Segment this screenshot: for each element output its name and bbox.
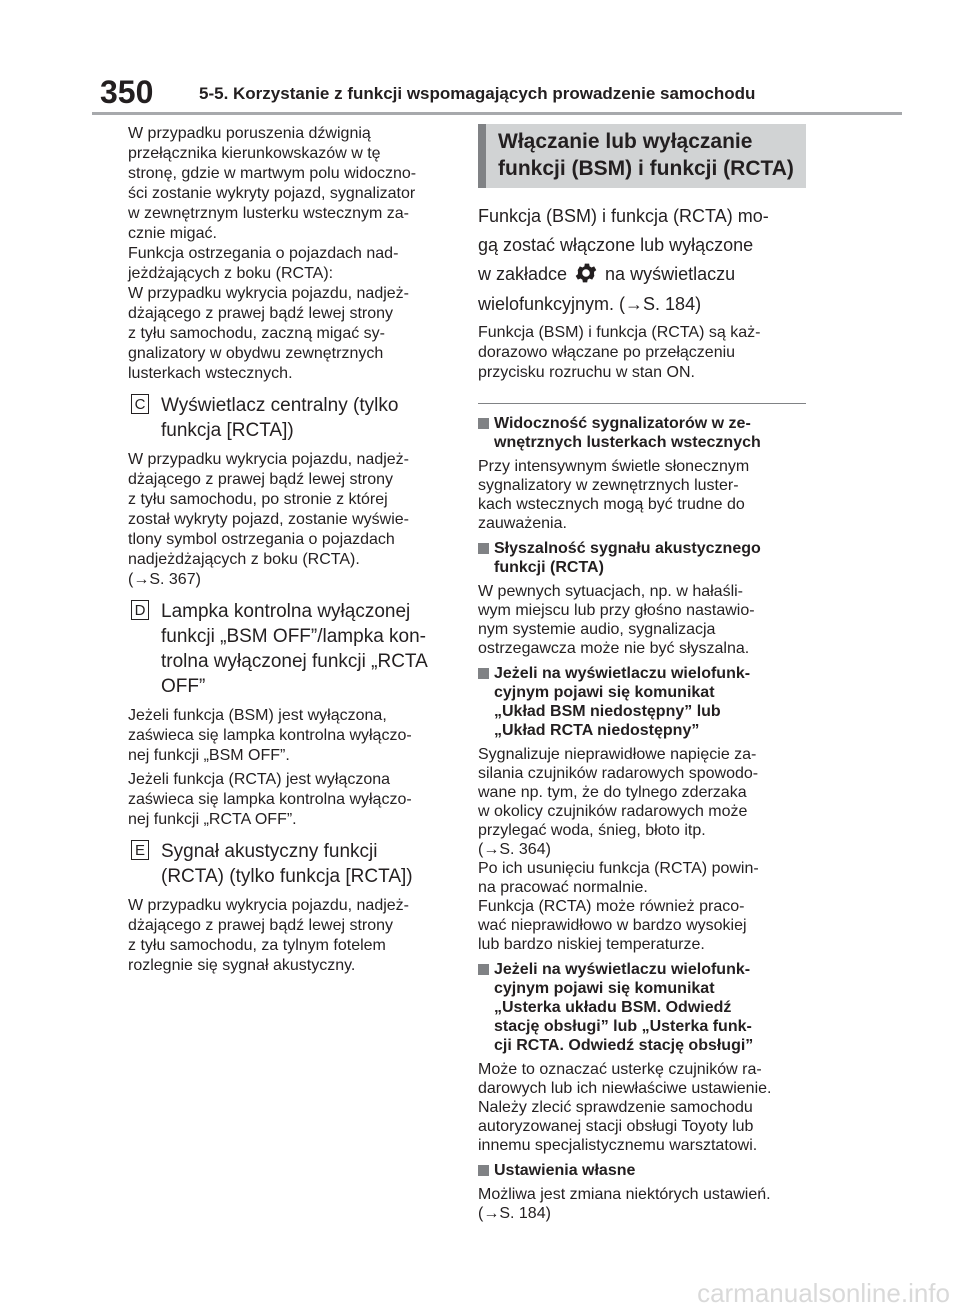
left-column xyxy=(128,124,450,976)
note-heading-line: wnętrznych lusterkach wstecznych xyxy=(494,434,761,452)
paragraph-d xyxy=(128,706,450,830)
note-visibility xyxy=(478,414,806,533)
note-heading xyxy=(478,664,806,740)
text-line: jeżdżających z boku (RCTA): xyxy=(128,265,334,282)
subheading-line: funkcji „BSM OFF”/lampka kon- xyxy=(161,626,426,647)
text-line: W pewnych sytuacjach, np. w hałaśli- xyxy=(478,583,743,601)
page-reference: (→S. 364) xyxy=(478,841,551,859)
text-line: W przypadku wykrycia pojazdu, nadjeż- xyxy=(128,285,410,302)
text-line: tlony symbol ostrzegania o pojazdach xyxy=(128,531,395,548)
text-line: rozlegnie się sygnał akustyczny. xyxy=(128,957,356,974)
paragraph-turn-signal xyxy=(128,124,450,384)
band-line: Włączanie lub wyłączanie xyxy=(498,130,753,153)
text-line: w okolicy czujników radarowych może xyxy=(478,803,748,821)
note-heading-line: cji RCTA. Odwiedź stację obsługi” xyxy=(494,1037,754,1055)
text-line: kach wstecznych mogą być trudne do xyxy=(478,496,745,514)
watermark: carmanualsonline.info xyxy=(697,1278,950,1308)
subheading-line: (RCTA) (tylko funkcja [RCTA]) xyxy=(161,866,413,887)
note-heading-line: Ustawienia własne xyxy=(494,1162,636,1180)
subheading-line: Sygnał akustyczny funkcji xyxy=(161,841,378,862)
intro-line xyxy=(478,260,806,290)
text-line: ści zostanie wykryty pojazd, sygnalizator xyxy=(128,185,416,202)
note-heading-line: Widoczność sygnalizatorów w ze- xyxy=(494,415,751,433)
intro-paragraph xyxy=(478,202,806,319)
text-line: nym systemie audio, sygnalizacja xyxy=(478,621,716,639)
text-line: nadjeżdżających z boku (RCTA). xyxy=(128,551,360,568)
text-line: nej funkcji „BSM OFF”. xyxy=(128,747,290,764)
note-malfunction xyxy=(478,960,806,1155)
note-body xyxy=(478,1185,806,1223)
section-heading-band xyxy=(478,124,806,188)
text-line: zaświeca się lampka kontrolna wyłączo- xyxy=(128,791,412,808)
note-body xyxy=(478,1060,806,1155)
right-column xyxy=(478,124,806,1223)
text-line: wym miejscu lub przy głośno nastawio- xyxy=(478,602,755,620)
text-line: dżającego z prawej bądź lewej strony xyxy=(128,305,394,322)
text-line: został wykryty pojazd, zostanie wyświe- xyxy=(128,511,409,528)
square-bullet-icon xyxy=(478,1165,489,1176)
page-reference: (→S. 367) xyxy=(128,571,201,588)
intro-text: na wyświetlaczu xyxy=(605,264,736,284)
text-line: cznie migać. xyxy=(128,225,217,242)
text-line: Jeżeli funkcja (BSM) jest wyłączona, xyxy=(128,707,387,724)
text-line: przycisku rozruchu w stan ON. xyxy=(478,364,695,382)
subheading-line: funkcja [RCTA]) xyxy=(161,420,294,441)
text-line: dżającego z prawej bądź lewej strony xyxy=(128,917,394,934)
text-line: dorazowo włączane po przełączeniu xyxy=(478,344,736,362)
note-body xyxy=(478,457,806,533)
text-line: Przy intensywnym świetle słonecznym xyxy=(478,458,750,476)
note-body xyxy=(478,582,806,658)
subheading-line: Lampka kontrolna wyłączonej xyxy=(161,601,411,622)
band-line: funkcji (BSM) i funkcji (RCTA) xyxy=(498,157,794,180)
subheading-line: trolna wyłączonej funkcji „RCTA xyxy=(161,651,428,672)
square-bullet-icon xyxy=(478,964,489,975)
text-line: Funkcja (RCTA) może również praco- xyxy=(478,898,745,916)
text-line: stronę, gdzie w martwym polu widoczno- xyxy=(128,165,417,182)
paragraph-c xyxy=(128,450,450,590)
note-custom-settings xyxy=(478,1161,806,1223)
note-unavailable xyxy=(478,664,806,954)
note-audibility xyxy=(478,539,806,658)
section-title: 5-5. Korzystanie z funkcji wspomagających prowadzenie samochodu xyxy=(199,84,756,103)
text-line: silania czujników radarowych spowodo- xyxy=(478,765,759,783)
note-body xyxy=(478,745,806,954)
text-line: Po ich usunięciu funkcja (RCTA) powin- xyxy=(478,860,759,878)
page-header xyxy=(0,0,960,120)
notes-divider xyxy=(478,403,806,404)
note-heading xyxy=(478,960,806,1055)
text-line: Należy zlecić sprawdzenie samochodu xyxy=(478,1099,753,1117)
text-line: sygnalizatory w zewnętrznych luster- xyxy=(478,477,739,495)
intro-line: gą zostać włączone lub wyłączone xyxy=(478,235,754,255)
text-line: W przypadku wykrycia pojazdu, nadjeż- xyxy=(128,897,410,914)
text-line: w zewnętrznym lusterku wstecznym za- xyxy=(128,205,409,222)
text-line: Funkcja (BSM) i funkcja (RCTA) są każ- xyxy=(478,324,761,342)
text-line: na pracować normalnie. xyxy=(478,879,648,897)
text-line: ostrzegawcza może nie być słyszalna. xyxy=(478,640,750,658)
page-reference: (→S. 184) xyxy=(478,1205,551,1223)
text-line: Sygnalizuje nieprawidłowe napięcie za- xyxy=(478,746,757,764)
intro-line: Funkcja (BSM) i funkcja (RCTA) mo- xyxy=(478,206,769,226)
text-line: lub bardzo niskiej temperaturze. xyxy=(478,936,705,954)
intro-line: wielofunkcyjnym. (→S. 184) xyxy=(478,294,702,315)
note-heading xyxy=(478,414,806,452)
text-line: zauważenia. xyxy=(478,515,567,533)
label-box-e: E xyxy=(131,840,149,860)
text-line: W przypadku poruszenia dźwignią xyxy=(128,125,371,142)
page-number: 350 xyxy=(100,74,154,110)
note-heading-line: cyjnym pojawi się komunikat xyxy=(494,980,715,998)
text-line: z tyłu samochodu, po stronie z której xyxy=(128,491,388,508)
header-divider xyxy=(92,112,902,115)
text-line: z tyłu samochodu, za tylnym fotelem xyxy=(128,937,386,954)
text-line: przylegać woda, śnieg, błoto itp. xyxy=(478,822,706,840)
text-line: Możliwa jest zmiana niektórych ustawień. xyxy=(478,1186,771,1204)
text-line: gnalizatory w obydwu zewnętrznych xyxy=(128,345,384,362)
text-line: przełącznika kierunkowskazów w tę xyxy=(128,145,381,162)
gear-icon xyxy=(573,260,599,286)
text-line: wać nieprawidłowo w bardzo wysokiej xyxy=(478,917,747,935)
text-line: dżającego z prawej bądź lewej strony xyxy=(128,471,394,488)
intro-text: w zakładce xyxy=(478,264,568,284)
text-line: nej funkcji „RCTA OFF”. xyxy=(128,811,297,828)
text-line: z tyłu samochodu, zaczną migać sy- xyxy=(128,325,385,342)
note-heading xyxy=(478,1161,806,1180)
note-heading-line: cyjnym pojawi się komunikat xyxy=(494,684,715,702)
text-line: zaświeca się lampka kontrolna wyłączo- xyxy=(128,727,412,744)
note-heading xyxy=(478,539,806,577)
info-paragraph xyxy=(478,323,806,383)
note-heading-line: Słyszalność sygnału akustycznego xyxy=(494,540,761,558)
square-bullet-icon xyxy=(478,418,489,429)
note-heading-line: stację obsługi” lub „Usterka funk- xyxy=(494,1018,752,1036)
text-line: W przypadku wykrycia pojazdu, nadjeż- xyxy=(128,451,410,468)
square-bullet-icon xyxy=(478,543,489,554)
text-line: Funkcja ostrzegania o pojazdach nad- xyxy=(128,245,399,262)
label-box-c: C xyxy=(131,394,149,414)
paragraph-e xyxy=(128,896,450,976)
subheading-line: OFF” xyxy=(161,676,206,697)
text-line: darowych lub ich niewłaściwe ustawienie. xyxy=(478,1080,772,1098)
text-line: Jeżeli funkcja (RCTA) jest wyłączona xyxy=(128,771,391,788)
note-heading-line: Jeżeli na wyświetlaczu wielofunk- xyxy=(494,665,751,683)
subheading-c xyxy=(128,393,450,443)
label-box-d: D xyxy=(131,600,149,620)
text-line: Może to oznaczać usterkę czujników ra- xyxy=(478,1061,762,1079)
note-heading-line: Jeżeli na wyświetlaczu wielofunk- xyxy=(494,961,751,979)
subheading-e xyxy=(128,839,450,889)
text-line: autoryzowanej stacji obsługi Toyoty lub xyxy=(478,1118,754,1136)
square-bullet-icon xyxy=(478,668,489,679)
text-line: wane np. tym, że do tylnego zderzaka xyxy=(478,784,747,802)
subheading-d xyxy=(128,599,450,699)
text-line: innemu specjalistycznemu warsztatowi. xyxy=(478,1137,758,1155)
note-heading-line: „Układ BSM niedostępny” lub xyxy=(494,703,721,721)
note-heading-line: „Układ RCTA niedostępny” xyxy=(494,722,700,740)
note-heading-line: funkcji (RCTA) xyxy=(494,559,604,577)
note-heading-line: „Usterka układu BSM. Odwiedź xyxy=(494,999,732,1017)
subheading-line: Wyświetlacz centralny (tylko xyxy=(161,395,399,416)
text-line: lusterkach wstecznych. xyxy=(128,365,293,382)
